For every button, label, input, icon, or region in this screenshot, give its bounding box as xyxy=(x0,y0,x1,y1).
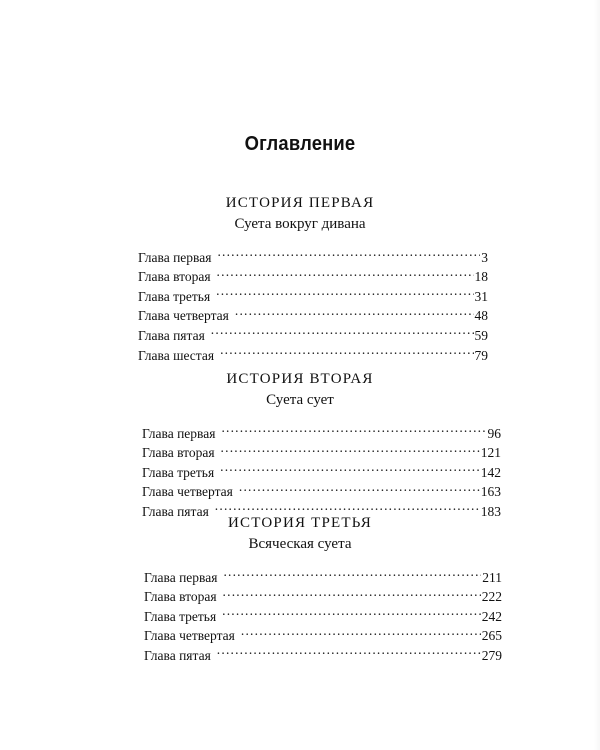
toc-entry[interactable] xyxy=(138,262,488,285)
dot-leader xyxy=(211,320,474,340)
chapter-list xyxy=(138,242,488,363)
toc-entry[interactable] xyxy=(138,320,488,343)
page-number: 79 xyxy=(474,347,488,363)
part-heading: ИСТОРИЯ ТРЕТЬЯ xyxy=(227,515,372,531)
dot-leader xyxy=(223,582,481,602)
page-number: 183 xyxy=(480,503,501,519)
toc-entry[interactable] xyxy=(144,640,502,663)
dot-leader xyxy=(241,621,481,641)
toc-entry[interactable] xyxy=(142,418,501,441)
part-heading: ИСТОРИЯ ВТОРАЯ xyxy=(226,371,374,387)
page-number: 222 xyxy=(481,589,502,605)
page-number: 18 xyxy=(474,269,488,285)
page-number: 142 xyxy=(480,464,501,480)
toc-entry[interactable] xyxy=(144,562,502,585)
chapter-label: Глава пятая xyxy=(144,647,211,663)
chapter-label: Глава четвертая xyxy=(144,628,235,644)
chapter-label: Глава третья xyxy=(144,608,217,624)
page-number: 242 xyxy=(481,608,502,624)
part-subtitle: Суета сует xyxy=(266,392,334,408)
chapter-label: Глава первая xyxy=(142,425,216,441)
chapter-label: Глава первая xyxy=(138,249,212,265)
chapter-label: Глава шестая xyxy=(138,347,215,363)
page-number: 211 xyxy=(482,569,502,585)
dot-leader xyxy=(223,562,481,582)
chapter-list xyxy=(142,418,501,519)
page-number: 31 xyxy=(474,288,488,304)
chapter-label: Глава вторая xyxy=(142,445,215,461)
page-number: 279 xyxy=(481,647,502,663)
toc-entry[interactable] xyxy=(144,621,502,644)
toc-part-1 xyxy=(0,194,600,363)
toc-entry[interactable] xyxy=(138,281,488,304)
dot-leader xyxy=(220,340,473,360)
toc-part-2 xyxy=(0,370,600,519)
page-number: 121 xyxy=(480,445,501,461)
chapter-label: Глава вторая xyxy=(144,589,217,605)
toc-title: Оглавление xyxy=(244,133,356,155)
chapter-label: Глава третья xyxy=(142,464,215,480)
page-number: 163 xyxy=(480,484,501,500)
dot-leader xyxy=(235,301,474,321)
chapter-list xyxy=(144,562,502,663)
part-heading: ИСТОРИЯ ПЕРВАЯ xyxy=(225,195,375,211)
chapter-label: Глава четвертая xyxy=(138,308,229,324)
chapter-label: Глава пятая xyxy=(138,327,205,343)
chapter-label: Глава вторая xyxy=(138,269,211,285)
toc-entry[interactable] xyxy=(138,301,488,324)
dot-leader xyxy=(217,262,474,282)
chapter-label: Глава первая xyxy=(144,569,218,585)
dot-leader xyxy=(222,601,481,621)
page-number: 265 xyxy=(481,628,502,644)
dot-leader xyxy=(217,242,480,262)
toc-entry[interactable] xyxy=(144,582,502,605)
toc-entry[interactable] xyxy=(142,438,501,461)
toc-entry[interactable] xyxy=(142,457,501,480)
toc-entry[interactable] xyxy=(142,477,501,500)
page-number: 59 xyxy=(474,327,488,343)
toc-part-3 xyxy=(0,514,600,663)
dot-leader xyxy=(220,457,480,477)
dot-leader xyxy=(216,281,473,301)
page-number: 96 xyxy=(487,425,501,441)
chapter-label: Глава пятая xyxy=(142,503,209,519)
dot-leader xyxy=(217,640,481,660)
dot-leader xyxy=(221,438,480,458)
dot-leader xyxy=(221,418,486,438)
toc-entry[interactable] xyxy=(138,340,488,363)
chapter-label: Глава четвертая xyxy=(142,484,233,500)
page-number: 3 xyxy=(481,249,488,265)
dot-leader xyxy=(239,477,480,497)
toc-entry[interactable] xyxy=(138,242,488,265)
chapter-label: Глава третья xyxy=(138,288,211,304)
toc-entry[interactable] xyxy=(144,601,502,624)
part-subtitle: Суета вокруг дивана xyxy=(234,216,366,232)
page-number: 48 xyxy=(474,308,488,324)
part-subtitle: Всяческая суета xyxy=(248,536,352,552)
